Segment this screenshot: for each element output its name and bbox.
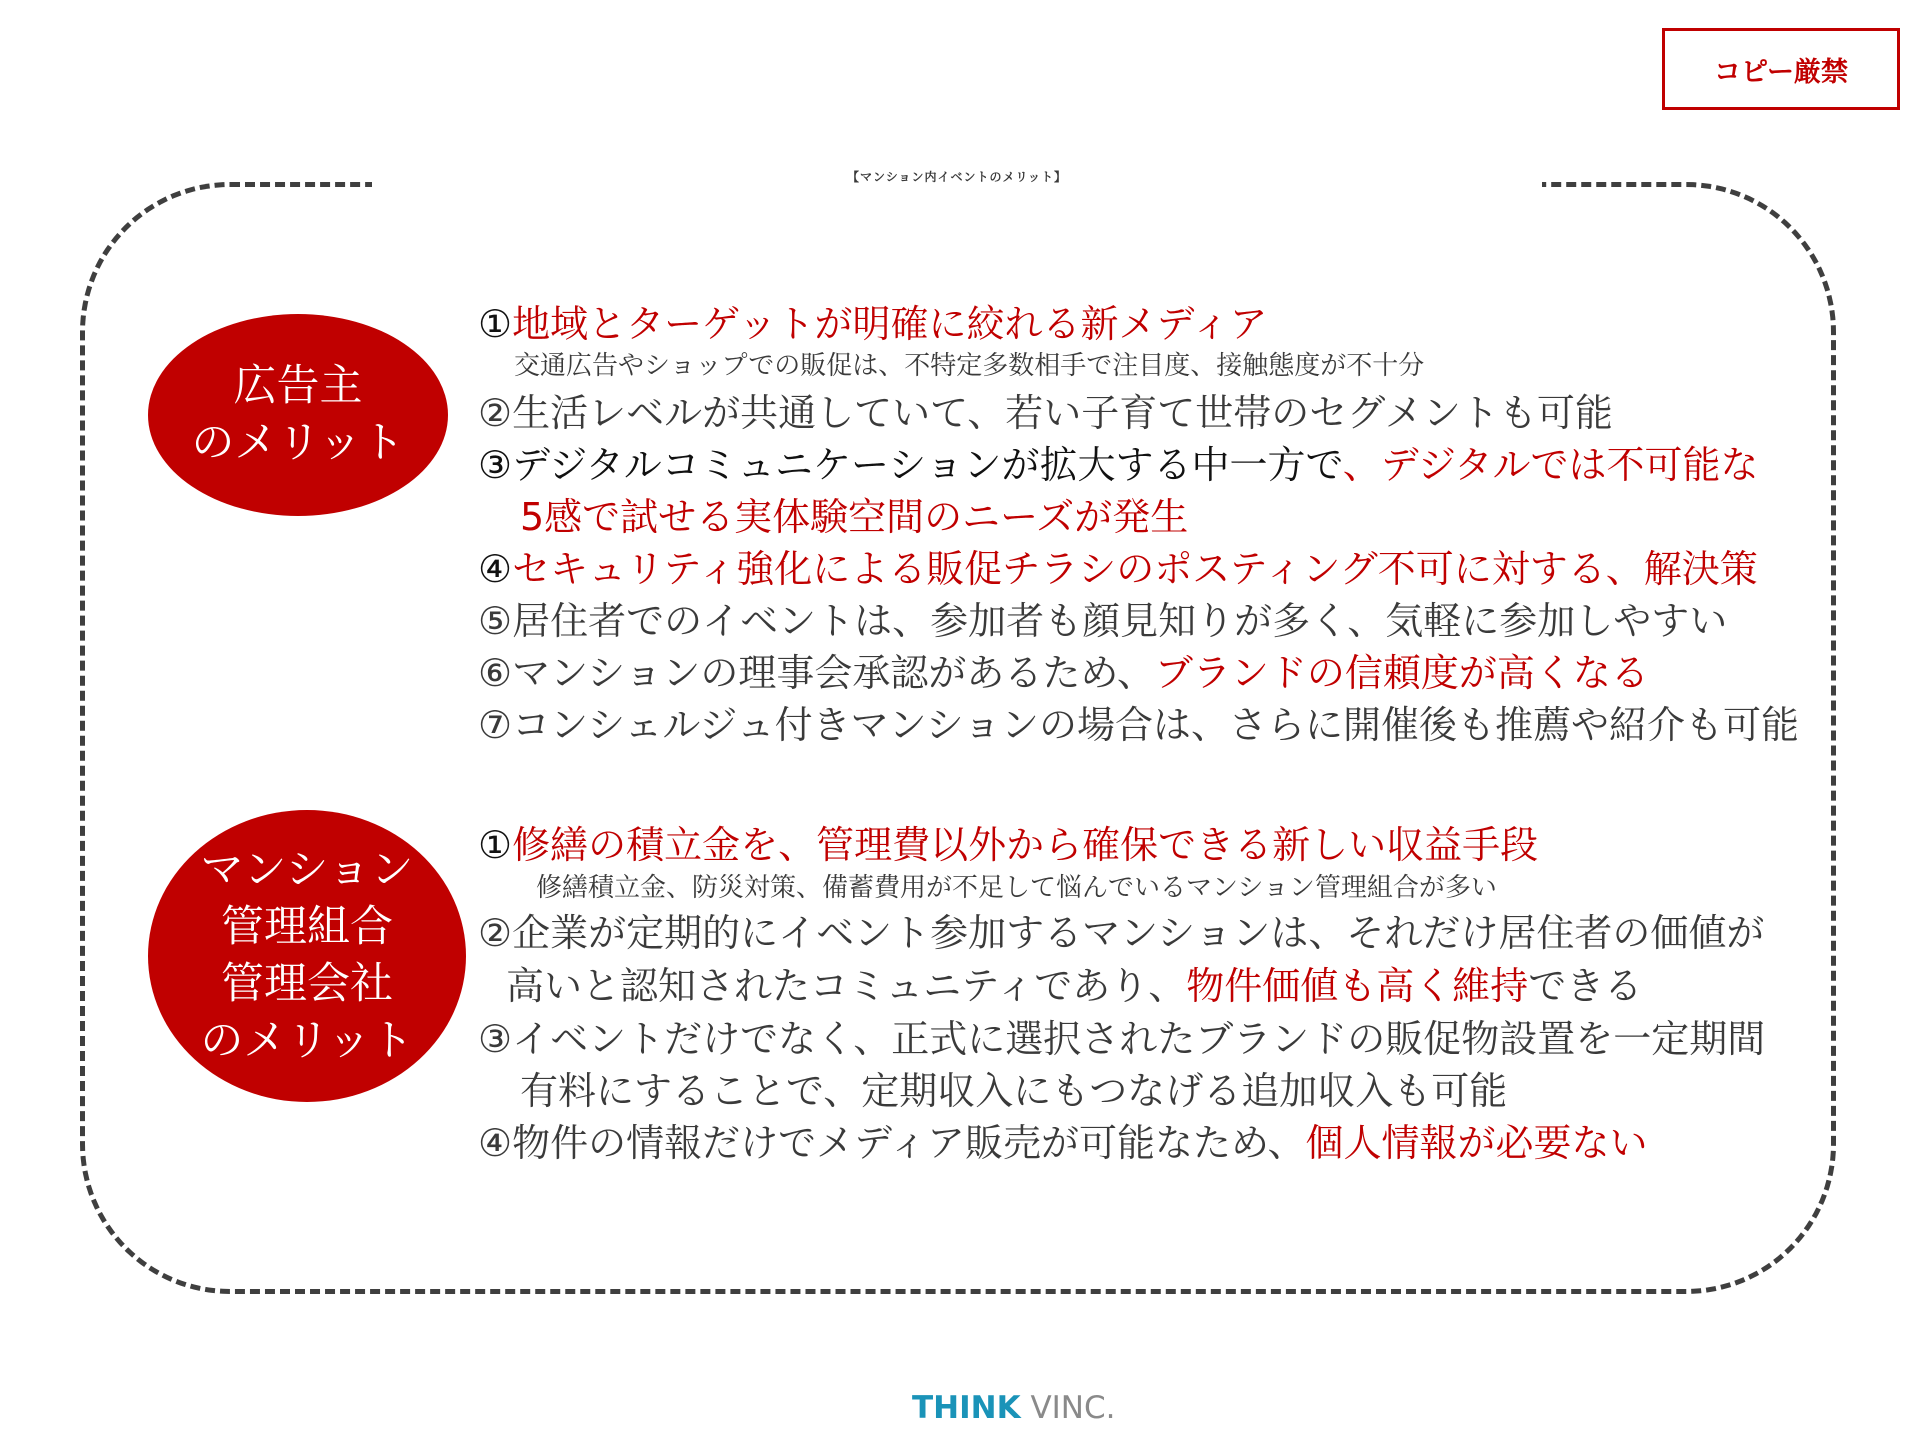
list-item <box>478 908 1764 958</box>
item-text: ②企業が定期的にイベント参加するマンションは、それだけ居住者の価値が <box>478 911 1765 955</box>
item-highlight: 、デジタルでは不可能な <box>1342 443 1759 487</box>
advertiser-merits-badge <box>148 314 448 516</box>
item-highlight: 個人情報が必要ない <box>1305 1121 1648 1165</box>
list-item-continuation <box>520 492 1188 542</box>
list-item <box>478 700 1799 750</box>
item-number: ① <box>478 823 513 867</box>
list-item <box>478 544 1758 594</box>
page-title: 【マンション内イベントのメリット】 <box>372 126 1542 228</box>
item-number: ④ <box>478 547 513 591</box>
item-text: ⑤居住者でのイベントは、参加者も顔見知りが多く、気軽に参加しやすい <box>478 599 1728 643</box>
item-highlight: 5感で試せる実体験空間のニーズが発生 <box>520 495 1189 539</box>
badge-line: マンション <box>200 845 414 895</box>
list-item <box>478 648 1649 698</box>
badge-line: 管理組合 <box>221 902 393 952</box>
list-item <box>478 440 1758 490</box>
list-item-continuation <box>506 961 1642 1011</box>
item-highlight: 修繕の積立金を、管理費以外から確保できる新しい収益手段 <box>512 823 1539 867</box>
list-item <box>478 1118 1648 1168</box>
item-text: できる <box>1528 964 1643 1008</box>
item-highlight: ブランドの信頼度が高くなる <box>1154 651 1649 695</box>
list-item-continuation <box>520 1066 1507 1116</box>
copy-prohibited-stamp: コピー厳禁 <box>1662 28 1900 110</box>
logo-vinc: VINC. <box>1030 1390 1116 1426</box>
item-number: ① <box>478 302 513 346</box>
item-text: ②生活レベルが共通していて、若い子育て世帯のセグメントも可能 <box>478 391 1613 435</box>
item-text: ④物件の情報だけでメディア販売が可能なため、 <box>478 1121 1306 1165</box>
list-item <box>478 596 1727 646</box>
item-text: ⑥マンションの理事会承認があるため、 <box>478 651 1155 695</box>
item-text: 修繕積立金、防災対策、備蓄費用が不足して悩んでいるマンション管理組合が多い <box>536 873 1497 903</box>
badge-line: のメリット <box>191 418 405 468</box>
item-text: 交通広告やショップでの販促は、不特定多数相手で注目度、接触態度が不十分 <box>514 351 1425 381</box>
item-text: ③デジタルコミュニケーションが拡大する中一方で <box>478 443 1343 487</box>
think-vinc-logo <box>912 1388 1116 1428</box>
item-highlight: 地域とターゲットが明確に絞れる新メディア <box>512 302 1268 346</box>
management-merits-badge <box>148 810 466 1102</box>
badge-line: 広告主 <box>233 361 363 411</box>
list-item <box>478 820 1538 870</box>
list-item-note <box>514 349 1424 383</box>
list-item-note <box>536 871 1497 905</box>
list-item <box>478 1014 1765 1064</box>
item-text: ⑦コンシェルジュ付きマンションの場合は、さらに開催後も推薦や紹介も可能 <box>478 703 1799 747</box>
item-highlight: 物件価値も高く維持 <box>1186 964 1529 1008</box>
badge-line: 管理会社 <box>221 959 393 1009</box>
item-text: ③イベントだけでなく、正式に選択されたブランドの販促物設置を一定期間 <box>478 1017 1766 1061</box>
item-text: 高いと認知されたコミュニティであり、 <box>506 964 1187 1008</box>
item-text: 有料にすることで、定期収入にもつなげる追加収入も可能 <box>520 1069 1508 1113</box>
logo-think: THINK <box>912 1390 1021 1426</box>
list-item <box>478 299 1268 349</box>
list-item <box>478 388 1613 438</box>
badge-line: のメリット <box>200 1016 414 1066</box>
item-highlight: セキュリティ強化による販促チラシのポスティング不可に対する、解決策 <box>512 547 1758 591</box>
